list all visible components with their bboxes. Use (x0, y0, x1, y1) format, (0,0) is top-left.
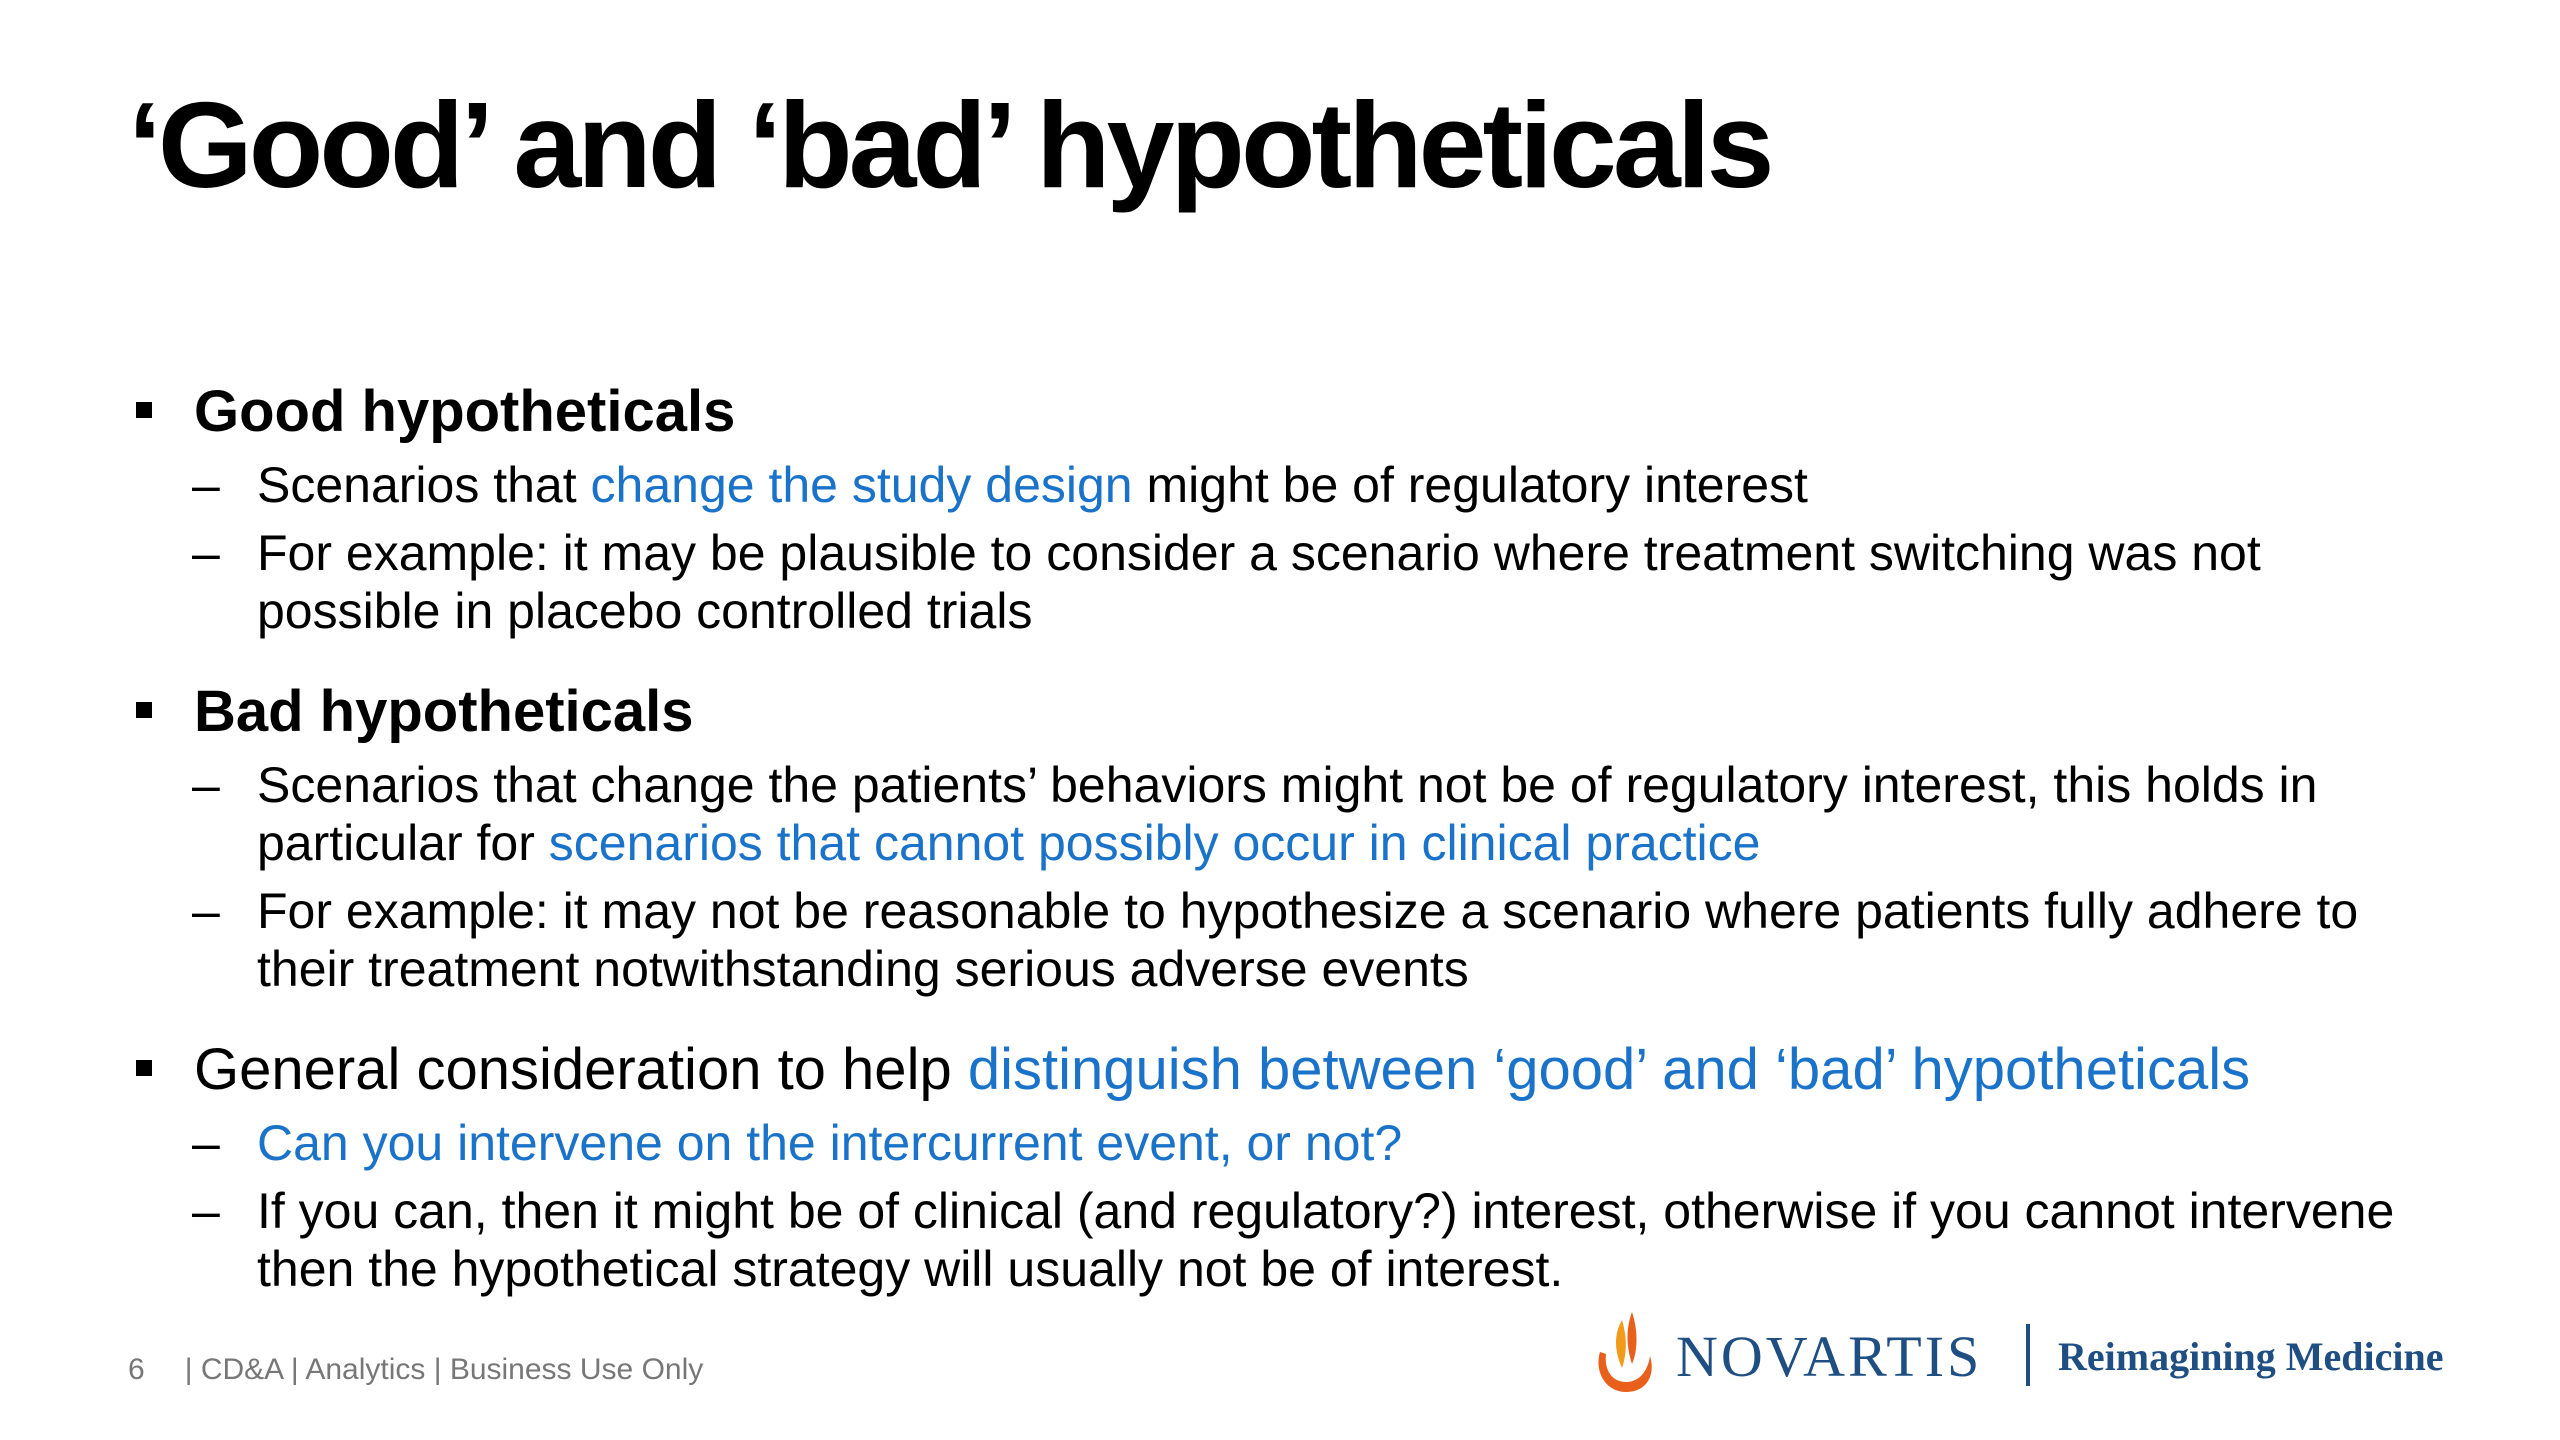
sub-bullet (128, 456, 2458, 514)
highlighted-text: change the study design (590, 457, 1133, 513)
bullet-heading: Bad hypotheticals (194, 679, 694, 744)
footer-text: | CD&A | Analytics | Business Use Only (184, 1353, 704, 1386)
slide-title: ‘Good’ and ‘bad’ hypotheticals (128, 77, 1771, 213)
sub-bullet (128, 1114, 2458, 1172)
slide-body (128, 378, 2458, 1298)
page-number: 6 (128, 1353, 145, 1386)
sub-bullet (128, 882, 2458, 998)
logo-divider (2026, 1324, 2030, 1386)
dash-bullet-icon: – (192, 525, 220, 581)
sub-bullet-text: might be of regulatory interest (1132, 457, 1808, 513)
highlighted-text: scenarios that cannot possibly occur in clinical practice (548, 815, 1761, 871)
sub-bullet-text: For example: it may not be reasonable to hypothesize a scenario where patients fully adhere to their treatment notwithstanding serious adverse events (257, 883, 2359, 997)
dash-bullet-icon: – (192, 757, 220, 813)
brand-name: NOVARTIS (1676, 1324, 1983, 1389)
bullet-heading: Good hypotheticals (194, 379, 736, 444)
highlighted-text: Can you intervene on the intercurrent event, or not? (257, 1115, 1403, 1171)
sub-bullet (128, 756, 2458, 872)
bullet-general-consideration (128, 1036, 2458, 1104)
square-bullet-icon (136, 1060, 152, 1076)
sub-bullet-text: For example: it may be plausible to consider a scenario where treatment switching was not possible in placebo controlled trials (257, 525, 2261, 639)
sub-bullet (128, 524, 2458, 640)
bullet-heading: General consideration to help (194, 1037, 968, 1102)
bullet-bad-hypotheticals (128, 678, 2458, 746)
dash-bullet-icon: – (192, 457, 220, 513)
novartis-flame-icon (1592, 1310, 1656, 1394)
square-bullet-icon (136, 402, 152, 418)
dash-bullet-icon: – (192, 1115, 220, 1171)
sub-bullet-text: If you can, then it might be of clinical (and regulatory?) interest, otherwise if you cannot intervene then the hypothetical strategy will usually not be of interest. (257, 1183, 2395, 1297)
sub-bullet-text: Scenarios that (257, 457, 591, 513)
slide-footer (128, 1352, 703, 1388)
bullet-good-hypotheticals (128, 378, 2458, 446)
highlighted-text: distinguish between ‘good’ and ‘bad’ hypotheticals (967, 1037, 2251, 1102)
sub-bullet (128, 1182, 2458, 1298)
brand-tagline: Reimagining Medicine (2058, 1334, 2444, 1379)
square-bullet-icon (136, 702, 152, 718)
dash-bullet-icon: – (192, 1183, 220, 1239)
sub-bullet-text: Scenarios that change the patients’ behaviors might not be of regulatory interest, this holds in particular for (257, 757, 2318, 871)
novartis-logo (1592, 1310, 2472, 1400)
dash-bullet-icon: – (192, 883, 220, 939)
